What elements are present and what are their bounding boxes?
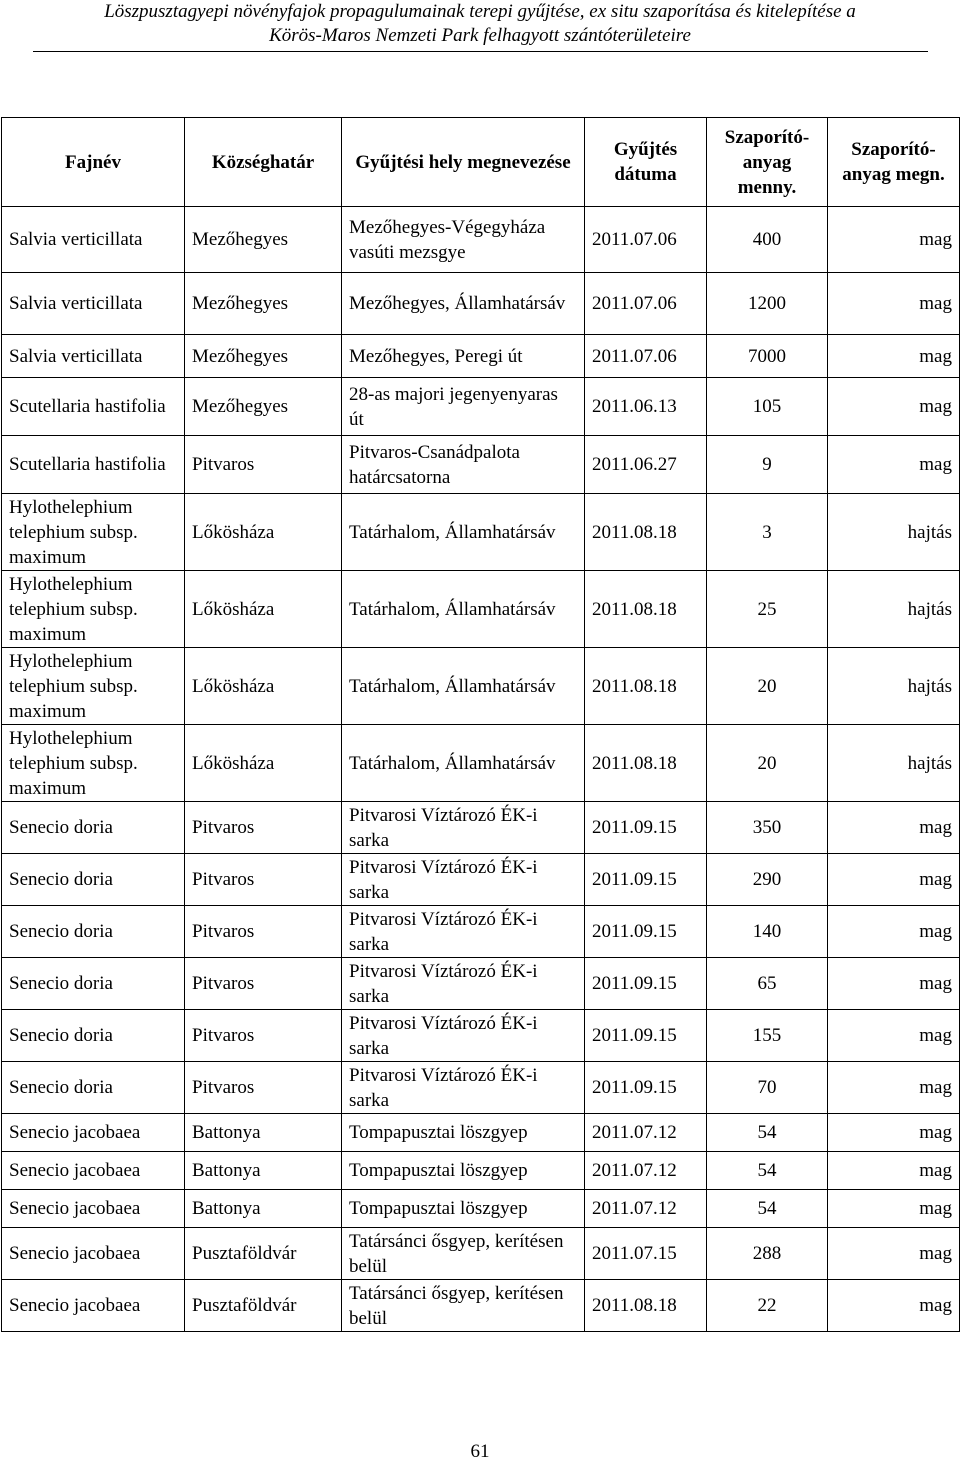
cell-municipality: Battonya (185, 1114, 342, 1152)
table-row (2, 648, 960, 725)
cell-species: Hylothelephium telephium subsp. maximum (2, 725, 185, 802)
cell-quantity: 54 (707, 1152, 828, 1190)
cell-collection-date: 2011.07.12 (585, 1152, 707, 1190)
cell-collection-date: 2011.07.15 (585, 1228, 707, 1280)
table-row (2, 1228, 960, 1280)
cell-species: Senecio jacobaea (2, 1280, 185, 1332)
cell-municipality: Pitvaros (185, 1062, 342, 1114)
page-number: 61 (470, 1441, 490, 1462)
cell-collection-date: 2011.09.15 (585, 1010, 707, 1062)
cell-material-type: hajtás (828, 648, 960, 725)
cell-collection-site: Tatárhalom, Államhatársáv (342, 571, 585, 648)
cell-municipality: Battonya (185, 1190, 342, 1228)
cell-collection-site: Tatárhalom, Államhatársáv (342, 648, 585, 725)
cell-quantity: 290 (707, 854, 828, 906)
cell-collection-date: 2011.08.18 (585, 1280, 707, 1332)
cell-material-type: mag (828, 1010, 960, 1062)
cell-collection-site: Pitvarosi Víztározó ÉK-i sarka (342, 802, 585, 854)
cell-collection-site: Tatársánci ősgyep, kerítésen belül (342, 1280, 585, 1332)
cell-quantity: 22 (707, 1280, 828, 1332)
cell-species: Scutellaria hastifolia (2, 378, 185, 436)
table-row (2, 958, 960, 1010)
cell-species: Senecio jacobaea (2, 1190, 185, 1228)
cell-material-type: mag (828, 906, 960, 958)
cell-collection-date: 2011.07.06 (585, 335, 707, 378)
cell-material-type: hajtás (828, 725, 960, 802)
cell-quantity: 288 (707, 1228, 828, 1280)
table-row (2, 802, 960, 854)
cell-quantity: 9 (707, 436, 828, 494)
cell-quantity: 3 (707, 494, 828, 571)
table-row (2, 436, 960, 494)
cell-collection-date: 2011.09.15 (585, 958, 707, 1010)
cell-material-type: mag (828, 1114, 960, 1152)
cell-collection-date: 2011.08.18 (585, 494, 707, 571)
cell-collection-date: 2011.09.15 (585, 802, 707, 854)
cell-material-type: mag (828, 1062, 960, 1114)
cell-collection-date: 2011.07.06 (585, 207, 707, 273)
cell-municipality: Lőkösháza (185, 725, 342, 802)
table-row (2, 854, 960, 906)
cell-quantity: 25 (707, 571, 828, 648)
cell-species: Senecio doria (2, 906, 185, 958)
cell-quantity: 350 (707, 802, 828, 854)
cell-collection-date: 2011.07.06 (585, 273, 707, 335)
cell-collection-site: Tompapusztai löszgyep (342, 1114, 585, 1152)
cell-species: Senecio doria (2, 854, 185, 906)
collection-table (1, 117, 960, 1332)
cell-species: Senecio doria (2, 1062, 185, 1114)
cell-collection-site: 28-as majori jegenyenyaras út (342, 378, 585, 436)
cell-collection-site: Tompapusztai löszgyep (342, 1152, 585, 1190)
cell-municipality: Mezőhegyes (185, 335, 342, 378)
cell-municipality: Pitvaros (185, 958, 342, 1010)
cell-material-type: mag (828, 958, 960, 1010)
cell-species: Hylothelephium telephium subsp. maximum (2, 648, 185, 725)
cell-collection-site: Mezőhegyes, Államhatársáv (342, 273, 585, 335)
cell-collection-site: Mezőhegyes, Peregi út (342, 335, 585, 378)
cell-material-type: mag (828, 802, 960, 854)
cell-collection-site: Pitvarosi Víztározó ÉK-i sarka (342, 958, 585, 1010)
cell-material-type: mag (828, 1280, 960, 1332)
column-header-municipality: Községhatár (185, 118, 342, 207)
cell-quantity: 65 (707, 958, 828, 1010)
cell-material-type: hajtás (828, 494, 960, 571)
column-header-quantity: Szaporító-anyag menny. (707, 118, 828, 207)
cell-quantity: 7000 (707, 335, 828, 378)
column-header-material-type: Szaporító-anyag megn. (828, 118, 960, 207)
cell-municipality: Pitvaros (185, 854, 342, 906)
cell-quantity: 140 (707, 906, 828, 958)
table-row (2, 906, 960, 958)
column-header-species: Fajnév (2, 118, 185, 207)
cell-quantity: 20 (707, 725, 828, 802)
document-running-header (0, 0, 960, 48)
cell-collection-date: 2011.08.18 (585, 648, 707, 725)
cell-collection-date: 2011.06.13 (585, 378, 707, 436)
cell-material-type: mag (828, 378, 960, 436)
cell-quantity: 54 (707, 1190, 828, 1228)
cell-species: Salvia verticillata (2, 335, 185, 378)
cell-collection-date: 2011.09.15 (585, 1062, 707, 1114)
cell-species: Hylothelephium telephium subsp. maximum (2, 494, 185, 571)
table-row (2, 1114, 960, 1152)
cell-collection-site: Pitvarosi Víztározó ÉK-i sarka (342, 1062, 585, 1114)
cell-quantity: 1200 (707, 273, 828, 335)
cell-municipality: Lőkösháza (185, 571, 342, 648)
cell-quantity: 155 (707, 1010, 828, 1062)
cell-species: Senecio jacobaea (2, 1114, 185, 1152)
cell-collection-site: Pitvarosi Víztározó ÉK-i sarka (342, 854, 585, 906)
cell-collection-date: 2011.07.12 (585, 1114, 707, 1152)
cell-municipality: Lőkösháza (185, 494, 342, 571)
cell-material-type: mag (828, 1190, 960, 1228)
cell-quantity: 20 (707, 648, 828, 725)
cell-species: Senecio jacobaea (2, 1152, 185, 1190)
cell-collection-site: Tompapusztai löszgyep (342, 1190, 585, 1228)
cell-material-type: mag (828, 436, 960, 494)
cell-collection-date: 2011.09.15 (585, 854, 707, 906)
cell-municipality: Battonya (185, 1152, 342, 1190)
table-row (2, 1062, 960, 1114)
cell-quantity: 400 (707, 207, 828, 273)
table-row (2, 1280, 960, 1332)
table-row (2, 1190, 960, 1228)
cell-species: Salvia verticillata (2, 273, 185, 335)
cell-collection-date: 2011.08.18 (585, 725, 707, 802)
table-row (2, 378, 960, 436)
table-header (2, 118, 960, 207)
running-header-line-2: Körös-Maros Nemzeti Park felhagyott szántóterületeire (269, 25, 691, 46)
cell-material-type: mag (828, 335, 960, 378)
cell-species: Hylothelephium telephium subsp. maximum (2, 571, 185, 648)
cell-collection-date: 2011.08.18 (585, 571, 707, 648)
cell-municipality: Lőkösháza (185, 648, 342, 725)
cell-material-type: mag (828, 1152, 960, 1190)
running-header-line-1: Löszpusztagyepi növényfajok propagulumainak terepi gyűjtése, ex situ szaporítása és kitelepítése a (104, 1, 856, 22)
column-header-collection-date: Gyűjtés dátuma (585, 118, 707, 207)
table-row (2, 494, 960, 571)
cell-species: Senecio doria (2, 1010, 185, 1062)
cell-collection-site: Tatárhalom, Államhatársáv (342, 494, 585, 571)
table-row (2, 1152, 960, 1190)
cell-material-type: mag (828, 854, 960, 906)
cell-species: Scutellaria hastifolia (2, 436, 185, 494)
table-row (2, 1010, 960, 1062)
cell-quantity: 54 (707, 1114, 828, 1152)
cell-material-type: mag (828, 273, 960, 335)
table-row (2, 335, 960, 378)
cell-material-type: mag (828, 207, 960, 273)
cell-collection-site: Pitvarosi Víztározó ÉK-i sarka (342, 1010, 585, 1062)
cell-species: Senecio doria (2, 958, 185, 1010)
table-row (2, 725, 960, 802)
cell-municipality: Pusztaföldvár (185, 1228, 342, 1280)
cell-species: Senecio jacobaea (2, 1228, 185, 1280)
cell-collection-date: 2011.07.12 (585, 1190, 707, 1228)
cell-municipality: Mezőhegyes (185, 207, 342, 273)
cell-collection-date: 2011.06.27 (585, 436, 707, 494)
table-header-row (2, 118, 960, 207)
cell-collection-date: 2011.09.15 (585, 906, 707, 958)
cell-species: Salvia verticillata (2, 207, 185, 273)
column-header-collection-site: Gyűjtési hely megnevezése (342, 118, 585, 207)
cell-quantity: 70 (707, 1062, 828, 1114)
table-row (2, 273, 960, 335)
cell-municipality: Mezőhegyes (185, 378, 342, 436)
cell-material-type: hajtás (828, 571, 960, 648)
cell-municipality: Mezőhegyes (185, 273, 342, 335)
table-row (2, 207, 960, 273)
cell-collection-site: Pitvaros-Csanádpalota határcsatorna (342, 436, 585, 494)
cell-municipality: Pitvaros (185, 906, 342, 958)
cell-collection-site: Mezőhegyes-Végegyháza vasúti mezsgye (342, 207, 585, 273)
cell-quantity: 105 (707, 378, 828, 436)
cell-collection-site: Tatárhalom, Államhatársáv (342, 725, 585, 802)
cell-municipality: Pusztaföldvár (185, 1280, 342, 1332)
cell-municipality: Pitvaros (185, 1010, 342, 1062)
header-rule (33, 51, 928, 52)
cell-municipality: Pitvaros (185, 436, 342, 494)
cell-species: Senecio doria (2, 802, 185, 854)
cell-collection-site: Tatársánci ősgyep, kerítésen belül (342, 1228, 585, 1280)
cell-collection-site: Pitvarosi Víztározó ÉK-i sarka (342, 906, 585, 958)
cell-material-type: mag (828, 1228, 960, 1280)
table-body (2, 207, 960, 1332)
table-row (2, 571, 960, 648)
cell-municipality: Pitvaros (185, 802, 342, 854)
